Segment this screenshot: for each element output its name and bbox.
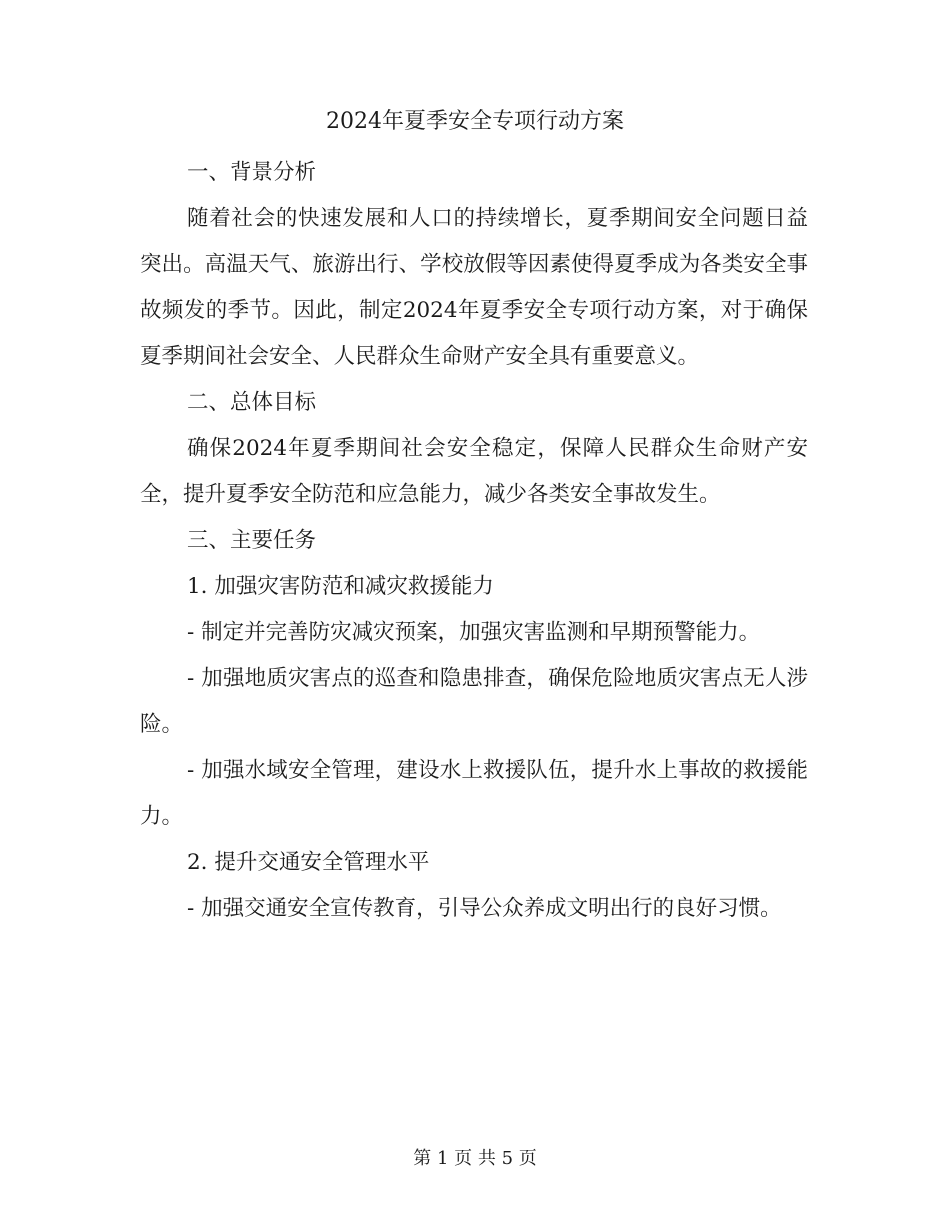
section-heading-goals: 二、总体目标: [187, 390, 317, 415]
list-item: - 制定并完善防灾减灾预案，加强灾害监测和早期预警能力。: [187, 620, 761, 645]
page-number: 第 1 页 共 5 页: [413, 1148, 537, 1169]
section-heading-background: 一、背景分析: [187, 160, 317, 185]
document-body: [140, 150, 808, 932]
list-item: - 加强交通安全宣传教育，引导公众养成文明出行的良好习惯。: [187, 896, 782, 921]
task-heading-disaster: 1. 加强灾害防范和减灾救援能力: [187, 574, 494, 599]
paragraph-goals: 确保2024年夏季期间社会安全稳定，保障人民群众生命财产安全，提升夏季安全防范和应急能力，减少各类安全事故发生。: [140, 436, 808, 507]
list-item: - 加强水域安全管理，建设水上救援队伍，提升水上事故的救援能力。: [140, 758, 808, 829]
section-heading-tasks: 三、主要任务: [187, 528, 317, 553]
document-title: 2024年夏季安全专项行动方案: [326, 109, 624, 134]
list-item: - 加强地质灾害点的巡查和隐患排查，确保危险地质灾害点无人涉险。: [140, 666, 808, 737]
task-heading-traffic: 2. 提升交通安全管理水平: [187, 850, 430, 875]
paragraph-background: 随着社会的快速发展和人口的持续增长，夏季期间安全问题日益突出。高温天气、旅游出行、学校放假等因素使得夏季成为各类安全事故频发的季节。因此，制定2024年夏季安全专项行动方案，对于确保夏季期间社会安全、人民群众生命财产安全具有重要意义。: [140, 206, 808, 369]
